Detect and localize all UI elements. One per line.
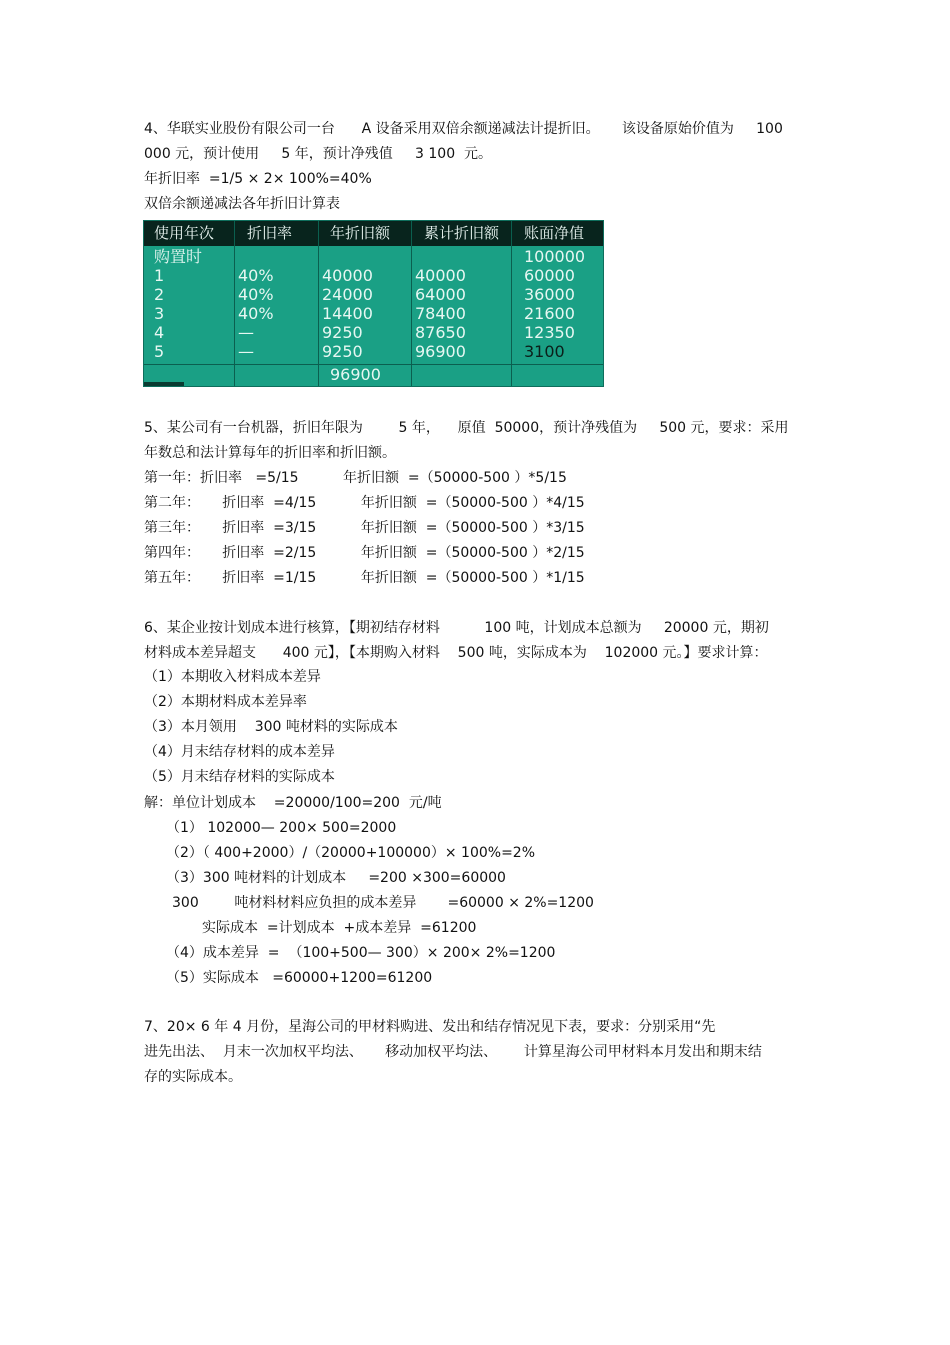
cell-rate: — xyxy=(238,323,254,342)
q6-item: （1）本期收入材料成本差异 xyxy=(144,669,321,685)
q6-answer: （5）实际成本 =60000+1200=61200 xyxy=(166,970,433,986)
cell-year: 5 xyxy=(154,342,165,361)
q6-answer: （1） 102000— 200× 500=2000 xyxy=(166,820,397,836)
cell-accumulated: 64000 xyxy=(415,285,466,304)
header-year: 使用年次 xyxy=(154,224,215,242)
cell-annual: 24000 xyxy=(322,285,373,304)
q6-line-2: 材料成本差异超支 400 元】，【本期购入材料 500 吨，实际成本为 102000 元。】要求计算： xyxy=(144,645,768,661)
cell-annual: 14400 xyxy=(322,304,373,323)
header-rate: 折旧率 xyxy=(247,224,293,242)
q5-row: 第五年： 折旧率 =1/15 年折旧额 =（50000-500 ）*1/15 xyxy=(144,570,585,586)
cell-accumulated: 40000 xyxy=(415,266,466,285)
cell-rate: — xyxy=(238,342,254,361)
q6-answer-continuation: 实际成本 =计划成本 +成本差异 =61200 xyxy=(202,920,477,936)
cell-annual: 40000 xyxy=(322,266,373,285)
q6-line-1: 6、某企业按计划成本进行核算，【期初结存材料 100 吨，计划成本总额为 20000 元，期初 xyxy=(144,620,769,636)
header-annual: 年折旧额 xyxy=(330,224,391,242)
cell-book-value: 12350 xyxy=(524,323,575,342)
cell-year: 购置时 xyxy=(154,247,203,266)
cell-year: 4 xyxy=(154,323,165,342)
cell-book-value: 60000 xyxy=(524,266,575,285)
cell-annual: 9250 xyxy=(322,323,363,342)
q6-item: （3）本月领用 300 吨材料的实际成本 xyxy=(144,719,398,735)
q6-answer: （2）（ 400+2000）/（20000+100000）× 100%=2% xyxy=(166,845,536,861)
q5-row: 第四年： 折旧率 =2/15 年折旧额 =（50000-500 ）*2/15 xyxy=(144,545,585,561)
q5-row: 第三年： 折旧率 =3/15 年折旧额 =（50000-500 ）*3/15 xyxy=(144,520,585,536)
q5-row: 第二年： 折旧率 =4/15 年折旧额 =（50000-500 ）*4/15 xyxy=(144,495,585,511)
q7-line-3: 存的实际成本。 xyxy=(144,1069,242,1085)
q6-answer: （4）成本差异 = （100+500— 300）× 200× 2%=1200 xyxy=(166,945,556,961)
q7-line-2: 进先出法、 月末一次加权平均法、 移动加权平均法、 计算星海公司甲材料本月发出和期末结 xyxy=(144,1044,762,1060)
cell-annual: 9250 xyxy=(322,342,363,361)
cell-accumulated: 87650 xyxy=(415,323,466,342)
cell-rate: 40% xyxy=(238,285,274,304)
q5-line-1: 5、某公司有一台机器，折旧年限为 5 年， 原值 50000，预计净残值为 500 元，要求：采用 xyxy=(144,420,789,436)
q5-row: 第一年：折旧率 =5/15 年折旧额 =（50000-500 ）*5/15 xyxy=(144,470,567,486)
q4-line-2: 000 元，预计使用 5 年，预计净残值 3 100 元。 xyxy=(144,146,493,162)
cell-book-value: 36000 xyxy=(524,285,575,304)
cell-rate: 40% xyxy=(238,266,274,285)
cell-accumulated: 78400 xyxy=(415,304,466,323)
q6-item: （4）月末结存材料的成本差异 xyxy=(144,744,335,760)
header-book-value: 账面净值 xyxy=(524,224,585,242)
q5-line-2: 年数总和法计算每年的折旧率和折旧额。 xyxy=(144,445,396,461)
q6-solution: 解：单位计划成本 =20000/100=200 元/吨 xyxy=(144,795,442,811)
cell-year: 2 xyxy=(154,285,165,304)
cell-accumulated: 96900 xyxy=(415,342,466,361)
cell-year: 1 xyxy=(154,266,165,285)
cell-year: 3 xyxy=(154,304,165,323)
q6-item: （5）月末结存材料的实际成本 xyxy=(144,769,335,785)
cell-book-value: 21600 xyxy=(524,304,575,323)
cell-book-value: 100000 xyxy=(524,247,586,266)
q4-table-title: 双倍余额递减法各年折旧计算表 xyxy=(144,196,340,212)
q6-answer: （3）300 吨材料的计划成本 =200 ×300=60000 xyxy=(166,870,506,886)
cell-rate: 40% xyxy=(238,304,274,323)
q6-answer-continuation: 300 吨材料材料应负担的成本差异 =60000 × 2%=1200 xyxy=(172,895,594,911)
q4-line-1: 4、华联实业股份有限公司一台 A 设备采用双倍余额递减法计提折旧。 该设备原始价值为 100 xyxy=(144,121,783,137)
q6-item: （2）本期材料成本差异率 xyxy=(144,694,307,710)
header-accumulated: 累计折旧额 xyxy=(424,224,500,242)
q7-line-1: 7、20× 6 年 4 月份，星海公司的甲材料购进、发出和结存情况见下表，要求：分别采用“先 xyxy=(144,1019,716,1035)
depreciation-table xyxy=(143,220,604,387)
q4-rate-formula: 年折旧率 =1/5 × 2× 100%=40% xyxy=(144,171,372,187)
cell-book-value: 3100 xyxy=(524,342,565,361)
cell-total: 96900 xyxy=(330,365,381,384)
